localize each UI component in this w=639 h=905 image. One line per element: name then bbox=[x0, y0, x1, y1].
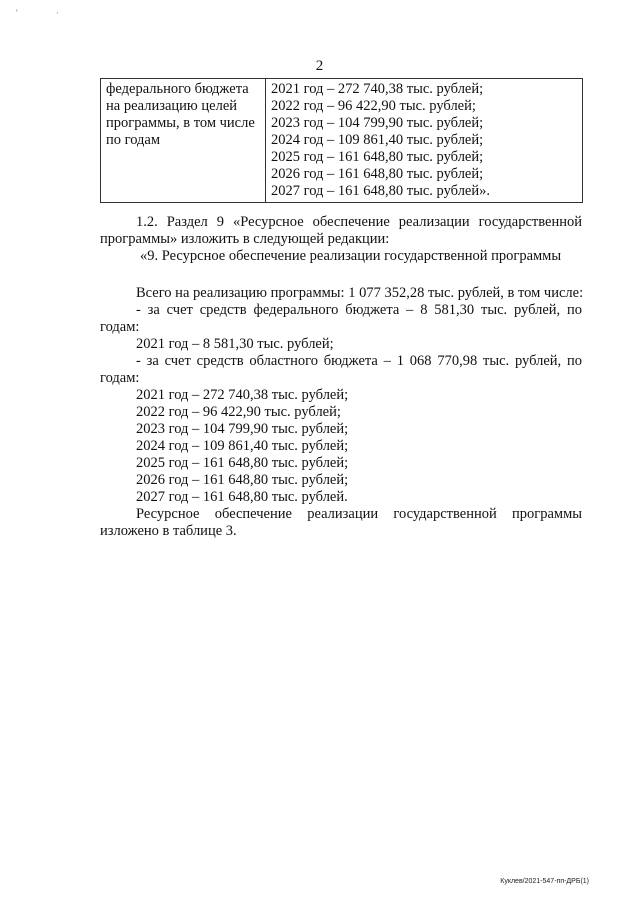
federal-line: - за счет средств федерального бюджета – 8 581,30 тыс. рублей, по bbox=[136, 302, 582, 318]
table-value-line: 2026 год – 161 648,80 тыс. рублей; bbox=[271, 166, 484, 182]
table-value-line: 2022 год – 96 422,90 тыс. рублей; bbox=[271, 98, 476, 114]
regional-line: годам: bbox=[100, 370, 140, 386]
table-cell-label bbox=[101, 79, 266, 203]
federal-year: 2021 год – 8 581,30 тыс. рублей; bbox=[136, 336, 334, 352]
table-value-line: 2025 год – 161 648,80 тыс. рублей; bbox=[271, 149, 484, 165]
regional-year: 2024 год – 109 861,40 тыс. рублей; bbox=[136, 438, 349, 454]
closing-line: изложено в таблице 3. bbox=[100, 523, 237, 539]
table-row bbox=[101, 79, 583, 203]
table-label-line: по годам bbox=[106, 132, 161, 148]
closing-line: Ресурсное обеспечение реализации государственной программы bbox=[136, 506, 582, 522]
table-value-line: 2027 год – 161 648,80 тыс. рублей». bbox=[271, 183, 491, 199]
total-line: Всего на реализацию программы: 1 077 352,28 тыс. рублей, в том числе: bbox=[136, 285, 584, 301]
funding-table bbox=[100, 78, 583, 203]
regional-year: 2021 год – 272 740,38 тыс. рублей; bbox=[136, 387, 349, 403]
page-number: 2 bbox=[315, 58, 324, 74]
scan-marks: ' · bbox=[16, 8, 77, 18]
table-label-line: федерального бюджета bbox=[106, 81, 249, 97]
table-label-line: на реализацию целей bbox=[106, 98, 238, 114]
regional-year: 2022 год – 96 422,90 тыс. рублей; bbox=[136, 404, 341, 420]
regional-year: 2026 год – 161 648,80 тыс. рублей; bbox=[136, 472, 349, 488]
regional-year: 2023 год – 104 799,90 тыс. рублей; bbox=[136, 421, 349, 437]
document-footer-code: Куклев/2021-547-пп-ДРБ(1) bbox=[500, 878, 589, 885]
table-value-line: 2021 год – 272 740,38 тыс. рублей; bbox=[271, 81, 484, 97]
amendment-line: 1.2. Раздел 9 «Ресурсное обеспечение реализации государственной bbox=[136, 214, 582, 230]
document-body bbox=[100, 214, 582, 540]
table-value-line: 2023 год – 104 799,90 тыс. рублей; bbox=[271, 115, 484, 131]
section-heading: «9. Ресурсное обеспечение реализации государственной программы bbox=[140, 248, 562, 264]
regional-line: - за счет средств областного бюджета – 1 068 770,98 тыс. рублей, по bbox=[136, 353, 582, 369]
federal-line: годам: bbox=[100, 319, 140, 335]
table-cell-values bbox=[266, 79, 583, 203]
regional-year: 2027 год – 161 648,80 тыс. рублей. bbox=[136, 489, 348, 505]
table-value-line: 2024 год – 109 861,40 тыс. рублей; bbox=[271, 132, 484, 148]
amendment-line: программы» изложить в следующей редакции: bbox=[100, 231, 390, 247]
regional-year: 2025 год – 161 648,80 тыс. рублей; bbox=[136, 455, 349, 471]
table-label-line: программы, в том числе bbox=[106, 115, 255, 131]
